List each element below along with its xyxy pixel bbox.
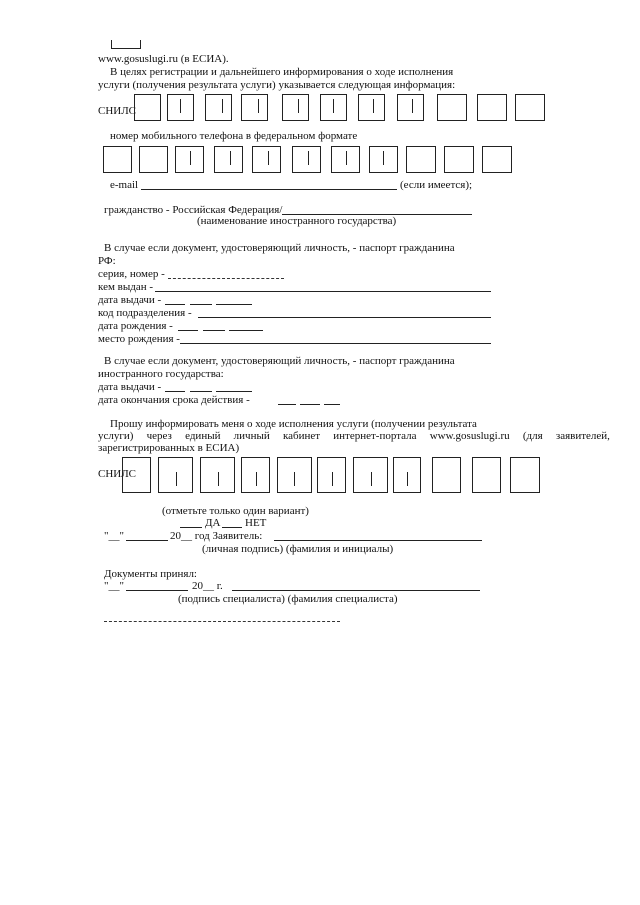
issue-date-year[interactable] (216, 304, 252, 305)
passport-foreign-heading-2: иностранного государства: (98, 368, 224, 380)
passport-rf-heading-2: РФ: (98, 255, 116, 267)
applicant-date-month[interactable] (126, 540, 168, 541)
expiry-date-year[interactable] (324, 404, 340, 405)
phone-digit-box[interactable] (252, 146, 281, 173)
snils-digit-box[interactable] (241, 94, 268, 121)
accepted-year-label: 20__ г. (192, 580, 223, 592)
phone-digit-box[interactable] (103, 146, 132, 173)
snils-digit-box[interactable] (477, 94, 507, 121)
accepted-date-month[interactable] (126, 590, 188, 591)
passport-foreign-heading-1: В случае если документ, удостоверяющий личность, - паспорт гражданина (104, 355, 455, 367)
issue-date-day[interactable] (165, 304, 185, 305)
notify-word: личный (233, 430, 270, 442)
notify-word: кабинет (282, 430, 321, 442)
dept-code-label: код подразделения - (98, 307, 192, 319)
foreign-issue-date-month[interactable] (190, 391, 212, 392)
dept-code-input[interactable] (198, 317, 491, 318)
notify-word: услуги) (98, 430, 134, 442)
notify-line-3: зарегистрированных в ЕСИА) (98, 442, 240, 454)
snils-digit-box[interactable] (134, 94, 161, 121)
phone-digit-box[interactable] (406, 146, 436, 173)
snils2-digit-box[interactable] (122, 457, 151, 493)
notify-line-1: Прошу информировать меня о ходе исполнения услуги (получении результата (110, 418, 477, 430)
issue-date-label: дата выдачи - (98, 294, 162, 306)
notify-word: интернет-портала (333, 430, 417, 442)
phone-digit-box[interactable] (444, 146, 474, 173)
foreign-issue-date-label: дата выдачи - (98, 381, 162, 393)
birth-date-year[interactable] (229, 330, 263, 331)
snils2-digit-box[interactable] (510, 457, 540, 493)
choice-note: (отметьте только один вариант) (162, 505, 309, 517)
issue-date-month[interactable] (190, 304, 212, 305)
accepted-signature-line[interactable] (232, 590, 480, 591)
series-number-input[interactable] (168, 278, 284, 279)
foreign-state-caption: (наименование иностранного государства) (197, 215, 397, 227)
issued-by-label: кем выдан - (98, 281, 154, 293)
applicant-sign-caption: (личная подпись) (фамилия и инициалы) (202, 543, 394, 555)
series-number-label: серия, номер - (98, 268, 165, 280)
intro-line-1: В целях регистрации и дальнейшего информирования о ходе исполнения (110, 66, 454, 78)
phone-digit-box[interactable] (292, 146, 321, 173)
issued-by-input[interactable] (155, 291, 491, 292)
intro-line-2: услуги (получения результата услуги) указывается следующая информация: (98, 79, 456, 91)
site-esia-text: www.gosuslugi.ru (в ЕСИА). (98, 53, 229, 65)
snils2-digit-box[interactable] (432, 457, 461, 493)
birth-date-month[interactable] (203, 330, 225, 331)
email-label: e-mail (110, 179, 139, 191)
phone-digit-box[interactable] (214, 146, 243, 173)
expiry-date-day[interactable] (278, 404, 296, 405)
birth-date-label: дата рождения - (98, 320, 173, 332)
accepted-date-day: "__" (104, 580, 124, 592)
birth-place-input[interactable] (180, 343, 491, 344)
citizenship-label: гражданство - Российская Федерация/ (104, 204, 283, 216)
phone-digit-box[interactable] (139, 146, 168, 173)
no-label: НЕТ (245, 517, 267, 529)
birth-date-day[interactable] (178, 330, 198, 331)
snils-digit-box[interactable] (515, 94, 545, 121)
yes-label: ДА (205, 517, 221, 529)
yes-checkbox-line[interactable] (180, 527, 202, 528)
snils-label: СНИЛС (98, 105, 137, 117)
applicant-signature-line[interactable] (274, 540, 482, 541)
no-checkbox-line[interactable] (222, 527, 242, 528)
foreign-issue-date-day[interactable] (165, 391, 185, 392)
notify-word: (для (522, 430, 543, 442)
phone-label: номер мобильного телефона в федеральном формате (110, 130, 358, 142)
snils-digit-box[interactable] (282, 94, 309, 121)
notify-word: заявителей, (555, 430, 610, 442)
accepted-caption: (подпись специалиста) (фамилия специалиста) (178, 593, 398, 605)
email-note: (если имеется); (400, 179, 473, 191)
accepted-title: Документы принял: (104, 568, 197, 580)
snils-digit-box[interactable] (358, 94, 385, 121)
phone-digit-box[interactable] (482, 146, 512, 173)
snils-digit-box[interactable] (205, 94, 232, 121)
snils-digit-box[interactable] (437, 94, 467, 121)
expiry-date-month[interactable] (300, 404, 320, 405)
notify-word: www.gosuslugi.ru (429, 430, 510, 442)
snils2-digit-box[interactable] (472, 457, 501, 493)
expiry-date-label: дата окончания срока действия - (98, 394, 250, 406)
email-input-line[interactable] (141, 189, 397, 190)
cut-line (104, 621, 340, 622)
applicant-date-day: "__" (104, 530, 124, 542)
birth-place-label: место рождения - (98, 333, 180, 345)
notify-word: через (146, 430, 172, 442)
applicant-year-label: 20__ год Заявитель: (170, 530, 263, 542)
top-bracket-fragment (111, 40, 141, 49)
foreign-issue-date-year[interactable] (216, 391, 252, 392)
passport-rf-heading-1: В случае если документ, удостоверяющий личность, - паспорт гражданина (104, 242, 455, 254)
snils-digit-box[interactable] (397, 94, 424, 121)
notify-word: единый (185, 430, 221, 442)
snils-label-2: СНИЛС (98, 468, 137, 480)
